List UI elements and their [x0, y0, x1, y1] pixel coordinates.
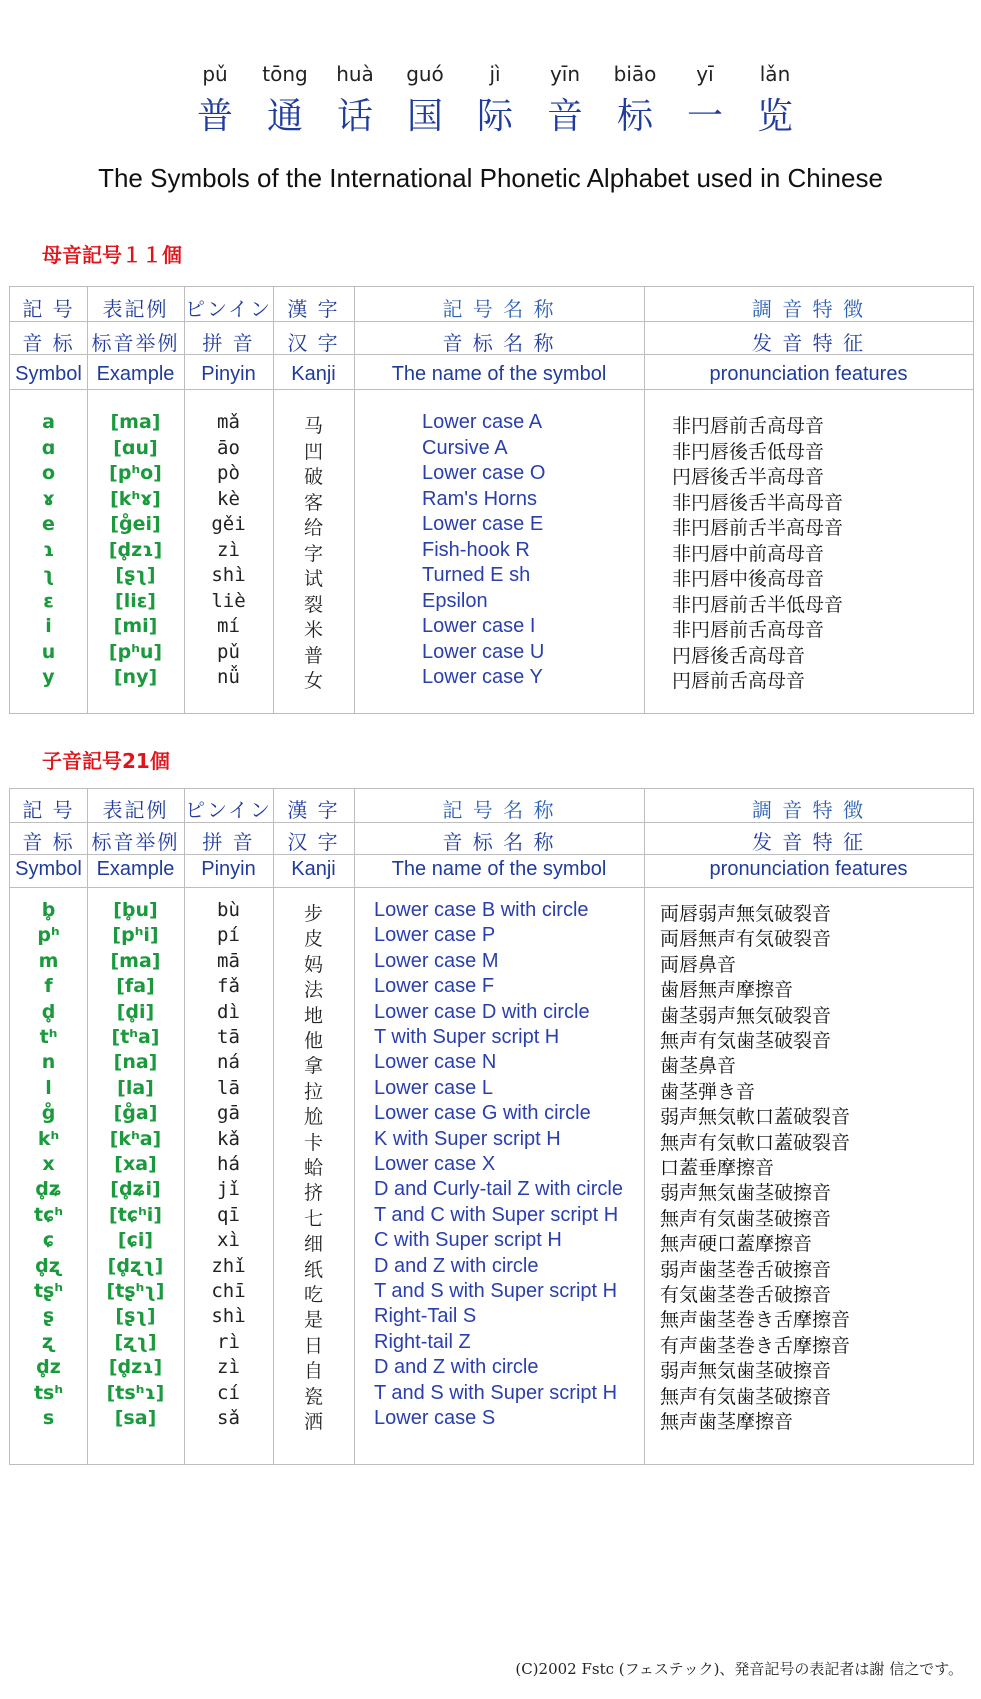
- header-cell-cn: 汉 字: [287, 331, 340, 355]
- symbol-cell: d̥z: [36, 1356, 61, 1379]
- name-cell: T and S with Super script H: [374, 1280, 618, 1302]
- feature-cell: 無声有気歯茎破裂音: [660, 1030, 832, 1052]
- pinyin-cell: liè: [211, 589, 246, 612]
- kanji-cell: 给: [303, 517, 323, 539]
- name-cell: D and Curly-tail Z with circle: [374, 1178, 623, 1201]
- kanji-cell: 步: [303, 903, 323, 925]
- kanji-cell: 妈: [303, 953, 323, 976]
- header-cell-en: Pinyin: [201, 363, 256, 385]
- pinyin-cell: sǎ: [217, 1407, 240, 1429]
- feature-cell: 弱声歯茎巻舌破擦音: [660, 1258, 832, 1281]
- pinyin-cell: há: [217, 1153, 240, 1175]
- feature-cell: 円唇後舌半高母音: [672, 466, 825, 488]
- header-cell-cn: 音 标 名 称: [442, 830, 556, 854]
- name-cell: Lower case M: [374, 949, 499, 972]
- pinyin-cell: xì: [217, 1229, 240, 1252]
- title-pinyin-syllable: huà: [336, 62, 374, 86]
- example-cell: [mi]: [113, 615, 158, 637]
- header-cell-jp: 調 音 特 徴: [751, 798, 866, 822]
- name-cell: Lower case E: [422, 513, 544, 535]
- symbol-cell: pʰ: [37, 924, 60, 947]
- kanji-cell: 蛤: [303, 1157, 323, 1179]
- symbol-cell: g̊: [41, 1102, 56, 1125]
- kanji-cell: 日: [303, 1334, 323, 1357]
- symbol-cell: ʐ: [41, 1330, 56, 1353]
- symbol-cell: x: [42, 1153, 55, 1175]
- pinyin-cell: kǎ: [217, 1127, 240, 1150]
- vowel-section-title: 母音記号１１個: [42, 243, 182, 267]
- symbol-cell: n: [41, 1051, 56, 1074]
- kanji-cell: 客: [303, 491, 323, 514]
- feature-cell: 弱声無気歯茎破擦音: [660, 1182, 832, 1205]
- feature-cell: 非円唇前舌半高母音: [672, 517, 844, 539]
- symbol-cell: e: [42, 513, 55, 535]
- name-cell: Lower case P: [374, 924, 496, 947]
- example-cell: [tʰa]: [111, 1026, 160, 1048]
- example-cell: [d̥i]: [116, 1000, 155, 1023]
- symbol-cell: b̥: [41, 899, 56, 921]
- header-cell-en: Kanji: [291, 363, 336, 385]
- name-cell: Lower case A: [422, 411, 543, 433]
- feature-cell: 歯茎弾き音: [660, 1080, 756, 1103]
- table-row: [10, 975, 973, 1002]
- pinyin-cell: ná: [217, 1051, 240, 1074]
- header-cell-jp: 漢 字: [287, 297, 340, 321]
- symbol-cell: ʅ: [42, 564, 55, 586]
- pinyin-cell: āo: [217, 436, 240, 459]
- example-cell: [ʂʅ]: [115, 1305, 156, 1328]
- symbol-cell: d̥: [41, 1000, 56, 1023]
- kanji-cell: 瓷: [303, 1385, 323, 1408]
- header-cell-en: Kanji: [291, 858, 336, 880]
- name-cell: Turned E sh: [422, 564, 531, 586]
- symbol-cell: tʰ: [39, 1026, 58, 1048]
- table-row: [10, 411, 973, 438]
- title-pinyin-syllable: guó: [406, 62, 444, 86]
- kanji-cell: 卡: [303, 1131, 323, 1154]
- name-cell: Ram's Horns: [422, 487, 537, 510]
- example-cell: [ʂʅ]: [115, 564, 156, 586]
- example-cell: [d̥ʑi]: [110, 1178, 161, 1201]
- page-subtitle: The Symbols of the International Phonetic Alphabet used in Chinese: [98, 163, 883, 193]
- name-cell: T with Super script H: [374, 1026, 560, 1048]
- example-cell: [kʰɤ]: [110, 487, 161, 510]
- example-cell: [pʰi]: [112, 924, 159, 947]
- feature-cell: 円唇後舌高母音: [672, 644, 806, 667]
- vowel-table: [9, 286, 974, 714]
- symbol-cell: tsʰ: [33, 1381, 64, 1404]
- pinyin-cell: fǎ: [217, 975, 240, 998]
- title-hanzi-char: 通: [266, 96, 303, 137]
- symbol-cell: tɕʰ: [33, 1203, 63, 1226]
- header-cell-jp: ピンイン: [185, 798, 272, 822]
- header-cell-jp: 記 号: [22, 798, 75, 822]
- table-row: [10, 488, 973, 515]
- title-pinyin: [180, 62, 810, 86]
- table-row: [10, 1102, 973, 1129]
- name-cell: Right-tail Z: [374, 1330, 471, 1353]
- name-cell: Lower case S: [374, 1407, 496, 1429]
- pinyin-cell: gā: [217, 1102, 240, 1125]
- name-cell: Lower case B with circle: [374, 899, 589, 921]
- table-row: [10, 1204, 973, 1231]
- header-cell-en: The name of the symbol: [391, 858, 607, 880]
- name-cell: Lower case O: [422, 462, 546, 484]
- pinyin-cell: bù: [217, 899, 240, 921]
- example-cell: [tsʰɿ]: [106, 1381, 165, 1404]
- feature-cell: 両唇弱声無気破裂音: [660, 903, 832, 925]
- example-cell: [tɕʰi]: [109, 1203, 162, 1226]
- kanji-cell: 地: [303, 1004, 323, 1027]
- header-cell-jp: 表記例: [102, 297, 169, 321]
- table-row: [10, 899, 973, 926]
- title-hanzi-char: 音: [546, 96, 583, 137]
- table-row: [10, 564, 973, 591]
- pinyin-cell: chī: [211, 1280, 246, 1302]
- kanji-cell: 米: [303, 619, 323, 641]
- example-cell: [ɑu]: [113, 436, 158, 459]
- title-pinyin-syllable: yīn: [549, 62, 581, 86]
- pinyin-cell: rì: [217, 1330, 240, 1353]
- title-pinyin-syllable: pǔ: [202, 62, 228, 86]
- pinyin-cell: qī: [217, 1203, 240, 1226]
- table-row: [10, 1051, 973, 1078]
- example-cell: [kʰa]: [109, 1127, 162, 1150]
- table-row: [10, 1331, 973, 1358]
- kanji-cell: 洒: [303, 1411, 323, 1433]
- name-cell: Lower case D with circle: [374, 1000, 590, 1023]
- pinyin-cell: pǔ: [217, 640, 240, 663]
- name-cell: Fish-hook R: [422, 538, 530, 561]
- table-row: [10, 437, 973, 464]
- name-cell: T and C with Super script H: [374, 1203, 619, 1226]
- symbol-cell: ε: [43, 589, 54, 612]
- kanji-cell: 马: [303, 415, 323, 437]
- table-row: [10, 1229, 973, 1256]
- pinyin-cell: jǐ: [217, 1178, 240, 1201]
- table-row: [10, 513, 973, 540]
- example-cell: [d̥ʐʅ]: [107, 1254, 164, 1277]
- table-row: [10, 1001, 973, 1028]
- example-cell: [tʂʰʅ]: [106, 1280, 165, 1302]
- table-row: [10, 1178, 973, 1205]
- table-row: [10, 615, 973, 642]
- header-cell-cn: 发 音 特 征: [751, 830, 866, 854]
- header-cell-cn: 音 标: [22, 331, 75, 355]
- consonant-section-title: 子音記号21個: [42, 749, 170, 773]
- title-hanzi-char: 标: [616, 96, 653, 137]
- example-cell: [pʰu]: [108, 640, 163, 663]
- kanji-cell: 挤: [303, 1182, 323, 1205]
- example-cell: [xa]: [114, 1153, 157, 1175]
- name-cell: Lower case Y: [422, 666, 543, 688]
- kanji-cell: 试: [303, 568, 323, 590]
- table-row: [10, 1255, 973, 1282]
- table-row: [10, 666, 973, 693]
- kanji-cell: 字: [303, 542, 323, 565]
- symbol-cell: ɕ: [42, 1229, 55, 1252]
- feature-cell: 非円唇前舌半低母音: [672, 593, 844, 616]
- header-cell-en: Pinyin: [201, 858, 256, 880]
- header-cell-cn: 音 标 名 称: [442, 331, 556, 355]
- symbol-cell: ɤ: [42, 487, 55, 510]
- title-pinyin-syllable: jì: [489, 62, 501, 86]
- kanji-cell: 女: [303, 670, 323, 692]
- kanji-cell: 凹: [303, 440, 323, 463]
- table-row: [10, 1077, 973, 1104]
- example-cell: [ma]: [110, 411, 161, 433]
- kanji-cell: 是: [303, 1309, 323, 1332]
- example-cell: [g̊ei]: [110, 513, 161, 535]
- header-cell-en: Example: [96, 858, 175, 880]
- table-row: [10, 1382, 973, 1409]
- kanji-cell: 裂: [303, 593, 323, 616]
- header-cell-jp: 記 号 名 称: [442, 297, 556, 321]
- symbol-cell: a: [42, 411, 55, 433]
- example-cell: [ɕi]: [117, 1229, 154, 1252]
- symbol-cell: ɑ: [41, 436, 56, 459]
- example-cell: [ʐʅ]: [114, 1330, 157, 1353]
- title-pinyin-syllable: lǎn: [759, 62, 791, 86]
- table-row: [10, 539, 973, 566]
- title-hanzi: [180, 88, 810, 139]
- header-cell-en: Symbol: [15, 858, 82, 880]
- table-row: [10, 1305, 973, 1332]
- pinyin-cell: shì: [211, 564, 246, 586]
- symbol-cell: y: [42, 666, 55, 688]
- symbol-cell: tʂʰ: [33, 1280, 64, 1302]
- pinyin-cell: pò: [217, 462, 240, 484]
- header-cell-cn: 拼 音: [202, 830, 255, 854]
- symbol-cell: i: [45, 615, 52, 637]
- name-cell: T and S with Super script H: [374, 1381, 618, 1404]
- table-row: [10, 641, 973, 668]
- title-hanzi-char: 一: [686, 96, 723, 137]
- kanji-cell: 细: [303, 1233, 323, 1256]
- feature-cell: 両唇鼻音: [660, 953, 737, 976]
- symbol-cell: l: [45, 1076, 52, 1099]
- header-cell-jp: 記 号 名 称: [442, 798, 556, 822]
- table-row: [10, 1128, 973, 1155]
- title-hanzi-char: 国: [406, 96, 443, 137]
- consonant-table: [9, 788, 974, 1465]
- kanji-cell: 自: [303, 1360, 323, 1383]
- table-row: [10, 590, 973, 617]
- header-cell-cn: 标音举例: [91, 830, 180, 854]
- name-cell: Cursive A: [422, 436, 508, 459]
- pinyin-cell: mā: [217, 949, 240, 972]
- example-cell: [d̥zɿ]: [108, 538, 163, 561]
- feature-cell: 非円唇後舌低母音: [672, 440, 825, 463]
- name-cell: Right-Tail S: [374, 1305, 477, 1328]
- feature-cell: 弱声無気軟口蓋破裂音: [660, 1106, 851, 1129]
- example-cell: [ny]: [113, 666, 158, 688]
- header-cell-cn: 汉 字: [287, 830, 340, 854]
- symbol-cell: kʰ: [37, 1127, 60, 1150]
- feature-cell: 無声有気歯茎破擦音: [660, 1385, 832, 1408]
- example-cell: [la]: [117, 1076, 154, 1099]
- example-cell: [d̥zɿ]: [108, 1356, 163, 1379]
- kanji-cell: 破: [303, 466, 323, 488]
- feature-cell: 有気歯茎巻舌破擦音: [660, 1284, 832, 1306]
- example-cell: [ma]: [110, 949, 161, 972]
- header-cell-jp: 記 号: [22, 297, 75, 321]
- symbol-cell: m: [38, 949, 59, 972]
- row-divider: [10, 887, 973, 888]
- symbol-cell: d̥ʐ: [35, 1254, 62, 1277]
- feature-cell: 両唇無声有気破裂音: [660, 928, 832, 951]
- table-row: [10, 1356, 973, 1383]
- feature-cell: 無声歯茎摩擦音: [660, 1411, 794, 1433]
- symbol-cell: ɿ: [42, 538, 55, 561]
- feature-cell: 非円唇前舌高母音: [672, 619, 825, 641]
- kanji-cell: 七: [303, 1207, 323, 1230]
- pinyin-cell: dì: [217, 1000, 240, 1023]
- header-cell-en: Symbol: [15, 363, 82, 385]
- table-row: [10, 950, 973, 977]
- feature-cell: 弱声無気歯茎破擦音: [660, 1360, 832, 1383]
- pinyin-cell: zì: [217, 1356, 240, 1379]
- symbol-cell: o: [41, 462, 56, 484]
- table-row: [10, 462, 973, 489]
- pinyin-cell: tā: [217, 1026, 240, 1048]
- header-cell-cn: 音 标: [22, 830, 75, 854]
- example-cell: [g̊a]: [113, 1102, 158, 1125]
- kanji-cell: 法: [303, 979, 323, 1002]
- header-cell-cn: 标音举例: [91, 331, 180, 355]
- title-hanzi-char: 览: [756, 96, 793, 137]
- pinyin-cell: zì: [217, 538, 240, 561]
- feature-cell: 非円唇中前高母音: [672, 542, 825, 565]
- header-cell-en: Example: [96, 363, 175, 385]
- kanji-cell: 尬: [303, 1106, 323, 1129]
- title-pinyin-syllable: yī: [696, 62, 714, 86]
- kanji-cell: 拉: [303, 1080, 323, 1103]
- example-cell: [sa]: [114, 1407, 157, 1429]
- name-cell: Lower case G with circle: [374, 1102, 591, 1125]
- feature-cell: 有声歯茎巻き舌摩擦音: [660, 1334, 851, 1357]
- kanji-cell: 拿: [303, 1055, 323, 1078]
- feature-cell: 無声歯茎巻き舌摩擦音: [660, 1309, 851, 1332]
- pinyin-cell: cí: [217, 1381, 240, 1404]
- title-hanzi-char: 话: [336, 96, 373, 137]
- table-row: [10, 1153, 973, 1180]
- header-cell-jp: 漢 字: [287, 798, 340, 822]
- feature-cell: 非円唇前舌高母音: [672, 415, 825, 437]
- name-cell: Lower case F: [374, 975, 495, 998]
- header-cell-jp: 調 音 特 徴: [751, 297, 866, 321]
- header-cell-en: pronunciation features: [709, 363, 908, 385]
- pinyin-cell: pí: [217, 924, 240, 947]
- header-cell-cn: 发 音 特 征: [751, 331, 866, 355]
- feature-cell: 歯茎弱声無気破裂音: [660, 1004, 832, 1027]
- header-cell-en: The name of the symbol: [391, 363, 607, 385]
- pinyin-cell: zhǐ: [211, 1254, 246, 1277]
- kanji-cell: 皮: [303, 928, 323, 951]
- name-cell: Lower case I: [422, 615, 536, 637]
- table-row: [10, 1280, 973, 1307]
- name-cell: Lower case X: [374, 1153, 496, 1175]
- example-cell: [na]: [113, 1051, 158, 1074]
- name-cell: Lower case U: [422, 640, 545, 663]
- kanji-cell: 他: [303, 1030, 323, 1052]
- name-cell: K with Super script H: [374, 1127, 561, 1150]
- symbol-cell: d̥ʑ: [35, 1178, 62, 1201]
- example-cell: [liε]: [115, 589, 156, 612]
- symbol-cell: f: [44, 975, 53, 998]
- name-cell: D and Z with circle: [374, 1356, 539, 1379]
- kanji-cell: 普: [303, 644, 323, 667]
- table-row: [10, 1026, 973, 1053]
- name-cell: C with Super script H: [374, 1229, 562, 1252]
- pinyin-cell: gěi: [211, 513, 246, 535]
- title-pinyin-syllable: tōng: [262, 62, 308, 86]
- feature-cell: 無声有気歯茎破擦音: [660, 1207, 832, 1230]
- pinyin-cell: mǎ: [217, 411, 240, 433]
- pinyin-cell: lā: [217, 1076, 240, 1099]
- feature-cell: 無声硬口蓋摩擦音: [660, 1233, 813, 1256]
- title-hanzi-char: 普: [196, 96, 233, 137]
- feature-cell: 無声有気軟口蓋破裂音: [660, 1131, 851, 1154]
- name-cell: D and Z with circle: [374, 1254, 539, 1277]
- example-cell: [fa]: [116, 975, 155, 998]
- header-cell-jp: 表記例: [102, 798, 169, 822]
- symbol-cell: u: [41, 640, 56, 663]
- header-cell-cn: 拼 音: [202, 331, 255, 355]
- feature-cell: 非円唇後舌半高母音: [672, 491, 844, 514]
- feature-cell: 歯茎鼻音: [660, 1055, 737, 1078]
- row-divider: [10, 389, 973, 390]
- pinyin-cell: mí: [217, 615, 240, 637]
- header-cell-en: pronunciation features: [709, 858, 908, 880]
- feature-cell: 歯唇無声摩擦音: [660, 979, 794, 1002]
- feature-cell: 非円唇中後高母音: [672, 568, 825, 590]
- example-cell: [b̥u]: [113, 899, 158, 921]
- pinyin-cell: kè: [217, 487, 240, 510]
- table-row: [10, 924, 973, 951]
- pinyin-cell: nǚ: [217, 666, 240, 688]
- name-cell: Lower case L: [374, 1076, 493, 1099]
- feature-cell: 円唇前舌高母音: [672, 670, 806, 692]
- kanji-cell: 吃: [303, 1284, 323, 1306]
- title-hanzi-char: 际: [476, 96, 513, 137]
- title-pinyin-syllable: biāo: [613, 62, 657, 86]
- kanji-cell: 纸: [303, 1258, 323, 1281]
- example-cell: [pʰo]: [109, 462, 162, 484]
- name-cell: Lower case N: [374, 1051, 497, 1074]
- feature-cell: 口蓋垂摩擦音: [660, 1157, 775, 1179]
- header-cell-jp: ピンイン: [185, 297, 272, 321]
- pinyin-cell: shì: [211, 1305, 246, 1328]
- table-row: [10, 1407, 973, 1434]
- symbol-cell: s: [42, 1407, 55, 1429]
- copyright-footer: (C)2002 Fstc (フェステック)、発音記号の表記者は謝 信之です。: [515, 1660, 963, 1678]
- symbol-cell: ʂ: [42, 1305, 55, 1328]
- name-cell: Epsilon: [422, 589, 488, 612]
